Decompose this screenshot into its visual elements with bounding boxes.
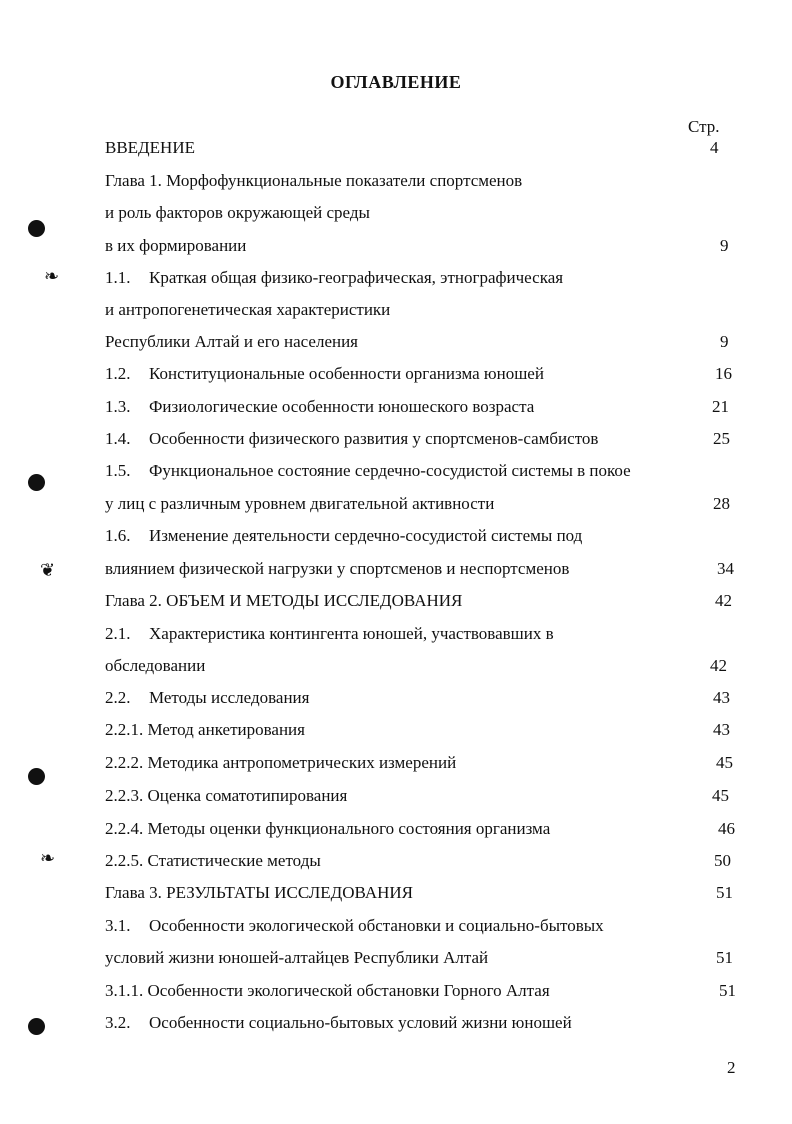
punch-hole	[28, 220, 45, 237]
toc-entry	[105, 364, 544, 384]
toc-entry-number: 1.4.	[105, 429, 131, 448]
toc-entry	[105, 786, 347, 806]
toc-entry	[105, 268, 563, 288]
toc-entry	[105, 948, 488, 968]
toc-entry	[105, 332, 358, 352]
toc-entry-text: Характеристика контингента юношей, участвовавших в	[149, 624, 554, 643]
toc-entry-text: Республики Алтай и его населения	[105, 332, 358, 351]
toc-entry-text: 3.1.1. Особенности экологической обстановки Горного Алтая	[105, 981, 550, 1000]
toc-entry	[105, 138, 195, 158]
toc-entry-text: 2.2.4. Методы оценки функционального состояния организма	[105, 819, 551, 838]
toc-entry	[105, 429, 598, 449]
toc-entry-page: 25	[713, 429, 730, 448]
scan-artifact-mark: ❧	[40, 848, 56, 868]
toc-entry-page: 42	[715, 591, 732, 610]
toc-entry-text: 2.2.1. Метод анкетирования	[105, 720, 305, 739]
toc-entry	[105, 203, 370, 223]
toc-entry-page: 45	[712, 786, 729, 805]
scan-artifact-mark: ❧	[44, 266, 60, 286]
toc-entry	[105, 591, 462, 611]
toc-entry	[105, 559, 569, 579]
toc-entry-page: 46	[718, 819, 735, 838]
toc-entry-number: 2.2.	[105, 688, 131, 707]
toc-entry-text: и антропогенетическая характеристики	[105, 300, 391, 319]
page-column-header: Стр.	[688, 117, 720, 136]
toc-entry	[105, 753, 456, 773]
toc-entry-page: 9	[720, 236, 729, 255]
toc-entry-text: Функциональное состояние сердечно-сосудистой системы в покое	[149, 461, 631, 480]
toc-entry-page: 21	[712, 397, 729, 416]
toc-entry-text: Особенности социально-бытовых условий жизни юношей	[149, 1013, 572, 1032]
toc-entry	[105, 851, 321, 871]
toc-entry-text: Конституциональные особенности организма юношей	[149, 364, 544, 383]
toc-entry-number: 3.2.	[105, 1013, 131, 1032]
toc-entry-number: 1.2.	[105, 364, 131, 383]
punch-hole	[28, 768, 45, 785]
scan-artifact-mark: ❦	[40, 560, 56, 580]
toc-entry-number: 2.1.	[105, 624, 131, 643]
toc-entry-page: 50	[714, 851, 731, 870]
toc-entry-page: 9	[720, 332, 729, 351]
punch-hole	[28, 1018, 45, 1035]
toc-entry-page: 4	[710, 138, 719, 157]
toc-entry	[105, 688, 309, 708]
toc-entry-text: Изменение деятельности сердечно-сосудистой системы под	[149, 526, 583, 545]
toc-entry-page: 16	[715, 364, 732, 383]
toc-entry	[105, 300, 390, 320]
toc-entry-text: ВВЕДЕНИЕ	[105, 138, 195, 157]
toc-entry-number: 1.1.	[105, 268, 131, 287]
toc-entry-text: у лиц с различным уровнем двигательной активности	[105, 494, 495, 513]
toc-entry-number: 3.1.	[105, 916, 131, 935]
toc-entry-text: Физиологические особенности юношеского возраста	[149, 397, 535, 416]
toc-entry-text: Краткая общая физико-географическая, этнографическая	[149, 268, 564, 287]
toc-entry-text: в их формировании	[105, 236, 247, 255]
toc-entry	[105, 397, 534, 417]
toc-entry-text: 2.2.2. Методика антропометрических измерений	[105, 753, 457, 772]
toc-entry-number: 1.3.	[105, 397, 131, 416]
toc-entry-page: 45	[716, 753, 733, 772]
toc-entry-text: Глава 2. ОБЪЕМ И МЕТОДЫ ИССЛЕДОВАНИЯ	[105, 591, 463, 610]
toc-entry-text: условий жизни юношей-алтайцев Республики Алтай	[105, 948, 489, 967]
toc-entry-page: 42	[710, 656, 727, 675]
toc-entry-text: Особенности физического развития у спортсменов-самбистов	[149, 429, 599, 448]
toc-entry-page: 51	[716, 948, 733, 967]
toc-entry	[105, 494, 494, 514]
toc-entry	[105, 720, 305, 740]
toc-entry-text: Методы исследования	[149, 688, 310, 707]
toc-entry	[105, 981, 550, 1001]
toc-entry	[105, 883, 413, 903]
toc-entry-text: 2.2.3. Оценка соматотипирования	[105, 786, 348, 805]
toc-entry	[105, 624, 554, 644]
toc-entry-text: обследовании	[105, 656, 206, 675]
toc-entry-page: 51	[719, 981, 736, 1000]
page-title: ОГЛАВЛЕНИЕ	[330, 72, 462, 92]
toc-entry-page: 51	[716, 883, 733, 902]
toc-entry-page: 43	[713, 688, 730, 707]
toc-entry	[105, 916, 604, 936]
page-number: 2	[727, 1058, 736, 1077]
toc-entry	[105, 171, 522, 191]
toc-entry-text: Особенности экологической обстановки и социально-бытовых	[149, 916, 604, 935]
toc-entry	[105, 526, 582, 546]
toc-entry-page: 34	[717, 559, 734, 578]
toc-entry-page: 43	[713, 720, 730, 739]
toc-entry-number: 1.6.	[105, 526, 131, 545]
toc-entry-text: Глава 3. РЕЗУЛЬТАТЫ ИССЛЕДОВАНИЯ	[105, 883, 413, 902]
toc-entry	[105, 819, 550, 839]
toc-entry	[105, 236, 246, 256]
toc-entry-text: Глава 1. Морфофункциональные показатели спортсменов	[105, 171, 523, 190]
toc-entry-number: 1.5.	[105, 461, 131, 480]
toc-entry-text: 2.2.5. Статистические методы	[105, 851, 321, 870]
punch-hole	[28, 474, 45, 491]
toc-entry-text: и роль факторов окружающей среды	[105, 203, 370, 222]
toc-entry	[105, 1013, 572, 1033]
toc-entry-text: влиянием физической нагрузки у спортсменов и неспортсменов	[105, 559, 570, 578]
toc-entry	[105, 656, 205, 676]
toc-entry	[105, 461, 631, 481]
toc-entry-page: 28	[713, 494, 730, 513]
